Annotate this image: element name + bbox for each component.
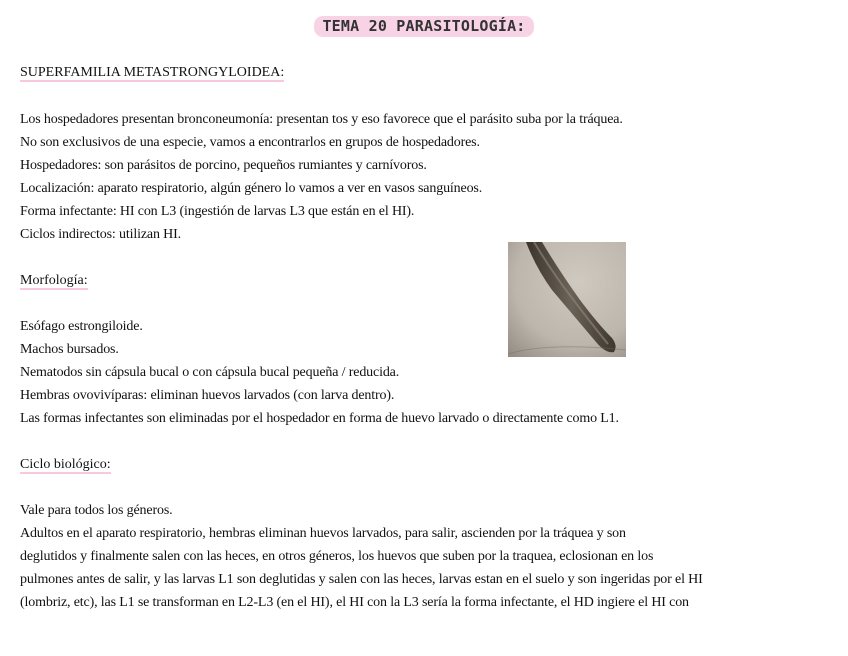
paragraph-line: deglutidos y finalmente salen con las heces, en otros géneros, los huevos que suben por la traquea, eclosionan en los [20, 549, 654, 564]
page-title: TEMA 20 PARASITOLOGÍA: [314, 16, 533, 37]
section-heading-text: Morfología: [20, 273, 88, 288]
paragraph-line: Los hospedadores presentan bronconeumonía: presentan tos y eso favorece que el parásito suba por la tráquea. [20, 112, 623, 127]
paragraph-line: Localización: aparato respiratorio, algún género lo vamos a ver en vasos sanguíneos. [20, 181, 483, 196]
section-heading-text: Ciclo biológico: [20, 457, 111, 472]
paragraph-line: Hembras ovovivíparas: eliminan huevos larvados (con larva dentro). [20, 388, 395, 403]
paragraph-line: Las formas infectantes son eliminadas por el hospedador en forma de huevo larvado o directamente como L1. [20, 411, 619, 426]
section-heading-text: SUPERFAMILIA METASTRONGYLOIDEA: [20, 65, 285, 80]
paragraph-line: Hospedadores: son parásitos de porcino, pequeños rumiantes y carnívoros. [20, 158, 427, 173]
title-block [0, 16, 848, 37]
section-heading-morfologia [20, 272, 88, 290]
paragraph-line: Forma infectante: HI con L3 (ingestión de larvas L3 que están en el HI). [20, 204, 415, 219]
paragraph-line: Vale para todos los géneros. [20, 503, 173, 518]
section-heading-ciclo [20, 456, 111, 474]
paragraph-line: Machos bursados. [20, 342, 119, 357]
paragraph-line: Adultos en el aparato respiratorio, hembras eliminan huevos larvados, para salir, ascienden por la tráquea y son [20, 526, 626, 541]
paragraph-line: Ciclos indirectos: utilizan HI. [20, 227, 181, 242]
paragraph-line: Esófago estrongiloide. [20, 319, 143, 334]
paragraph-line: pulmones antes de salir, y las larvas L1 son deglutidas y salen con las heces, larvas estan en el suelo y son ingeridas por el HI [20, 572, 703, 587]
paragraph-line: Nematodos sin cápsula bucal o con cápsula bucal pequeña / reducida. [20, 365, 400, 380]
nematode-image-icon [508, 242, 626, 357]
nematode-microscope-photo [508, 242, 626, 357]
section-heading-superfamilia [20, 64, 284, 82]
paragraph-line: (lombriz, etc), las L1 se transforman en L2-L3 (en el HI), el HI con la L3 sería la forma infectante, el HD ingiere el HI con [20, 595, 689, 610]
paragraph-line: No son exclusivos de una especie, vamos a encontrarlos en grupos de hospedadores. [20, 135, 480, 150]
